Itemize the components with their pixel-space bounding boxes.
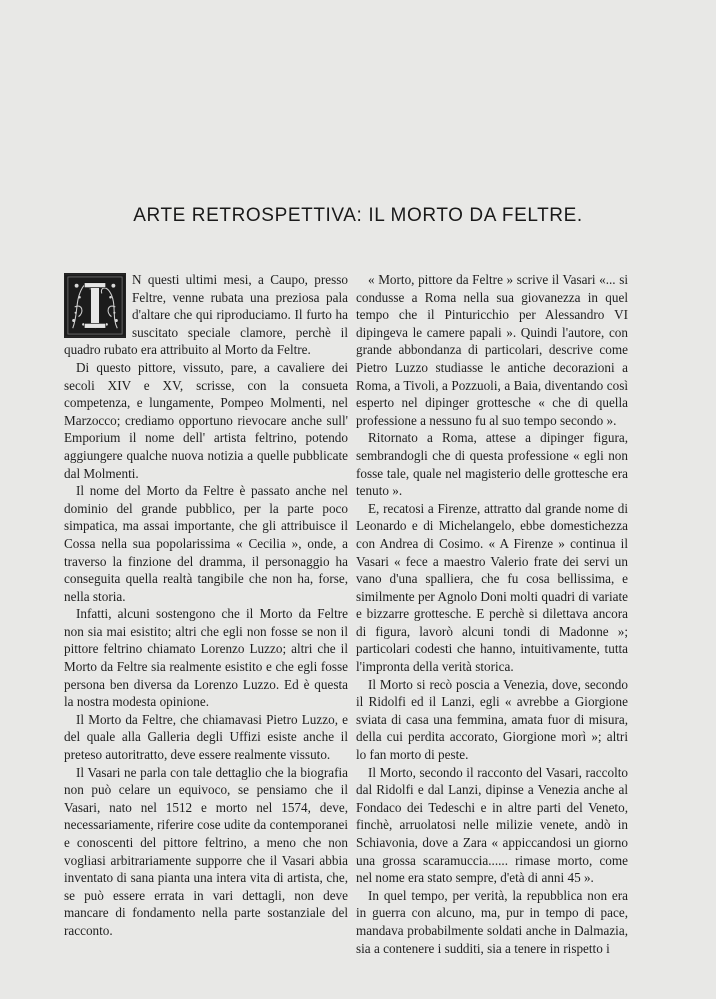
paragraph: Di questo pittore, vissuto, pare, a cavaliere dei secoli XIV e XV, scrisse, con la consueta competenza, e lungamente, Pompeo Molmenti, nel Marzocco; crediamo opportuno rievocare anche sull' Emporium il nome dell' artista feltrino, potendo aggiungere qualche nuova notizia a quelle pubblicate dal Molmenti. (64, 359, 348, 481)
paragraph: Il Vasari ne parla con tale dettaglio che la biografia non può celare un equivoco, se pensiamo che il Vasari, nato nel 1512 e morto nel 1574, deve, necessariamente, riferire cose udite da contemporanei e conoscenti del pittore feltrino, a meno che non vogliasi arbitrariamente supporre che il Vasari abbia inventato di sana pianta una intera vita di artista, che, se può essere errata in vari dettagli, non deve mancare di fondamento nella parte sostanziale del racconto. (64, 764, 348, 938)
paragraph: Il Morto si recò poscia a Venezia, dove, secondo il Ridolfi ed il Lanzi, egli « avrebbe a Giorgione sviata di casa una femmina, amata fuor di misura, della cui perdita accorato, Giorgione morì »; altri lo fan morto di peste. (356, 676, 628, 763)
paragraph: Il nome del Morto da Feltre è passato anche nel dominio del grande pubblico, per la parte poco simpatica, ma assai importante, che gli attribuisce il Cossa nella sua popolarissima « Cecilia », onde, a traverso la finzione del dramma, il personaggio ha conseguita quella realtà tangibile che non ha, forse, nella storia. (64, 483, 348, 604)
decorated-initial-svg (65, 274, 125, 337)
paragraph: « Morto, pittore da Feltre » scrive il Vasari «... si condusse a Roma nella sua giovanezza in quel tempo che il Pinturicchio per Alessandro VI dipingeva le camere papali ». Quindi l'autore, con grande abbondanza di particolari, descrive come Pietro Luzzo studiasse le antiche decorazioni a Roma, a Tivoli, a Pozzuoli, a Baia, diventando così esperto nel dipinger grottesche « che di quella professione a nessuno fu al suo tempo secondo ». (356, 272, 628, 428)
article-title: ARTE RETROSPETTIVA: IL MORTO DA FELTRE. (133, 205, 583, 226)
paragraph: Il Morto da Feltre, che chiamavasi Pietro Luzzo, e del quale alla Galleria degli Uffizi esiste anche il preteso autoritratto, deve essere realmente vissuto. (64, 711, 348, 763)
paragraph: Il Morto, secondo il racconto del Vasari, raccolto dal Ridolfi e dal Lanzi, dipinse a Venezia anche al Fondaco dei Tedeschi e in altre parti del Veneto, finchè, arruolatosi nelle milizie venete, andò in Schiavonia, dove a Zara « appiccandosi un giorno una grossa scaramuccia...... rimase morto, come nel nome era stato sempre, d'età di anni 45 ». (356, 764, 628, 886)
decorated-initial-letter (64, 273, 126, 338)
right-column (356, 271, 628, 957)
left-column (64, 271, 348, 940)
paragraph: In quel tempo, per verità, la repubblica non era in guerra con alcuno, ma, pur in tempo di pace, mandava probabilmente soldati anche in Dalmazia, sia a contenere i sudditi, sia a tenere in rispetto i (356, 887, 628, 956)
paragraph: Infatti, alcuni sostengono che il Morto da Feltre non sia mai esistito; altri che egli non fosse se non il pittore feltrino chiamato Lorenzo Luzzo; altri che il Morto da Feltre sia realmente esistito e che egli fosse persona ben diversa da Lorenzo Luzzo. Ed è questa la nostra modesta opinione. (64, 606, 348, 710)
paragraph: N questi ultimi mesi, a Caupo, presso Feltre, venne rubata una preziosa pala d'altare che qui riproduciamo. Il furto ha suscitato speciale clamore, perchè il quadro rubato era attribuito al Morto da Feltre. (64, 272, 348, 358)
initial-letter-glyph: I (94, 329, 96, 331)
paragraph: Ritornato a Roma, attese a dipinger figura, sembrandogli che di questa professione « egli non fosse tale, quale nel magisterio delle grottesche era tenuto ». (356, 430, 628, 499)
paragraph: E, recatosi a Firenze, attratto dal grande nome di Leonardo e di Michelangelo, ebbe domestichezza con Andrea di Cosimo. « A Firenze » continua il Vasari « fece a maestro Valerio frate dei servi un vano d'una spalliera, che fu cosa bellissima, e similmente per Agnolo Doni molti quadri di variate e bizzarre grottesche. E perchè si dilettava ancora di figura, lavorò alcuni tondi di Madonne »; particolari codesti che hanno, intuitivamente, tutta l'impronta della verità storica. (356, 500, 628, 675)
